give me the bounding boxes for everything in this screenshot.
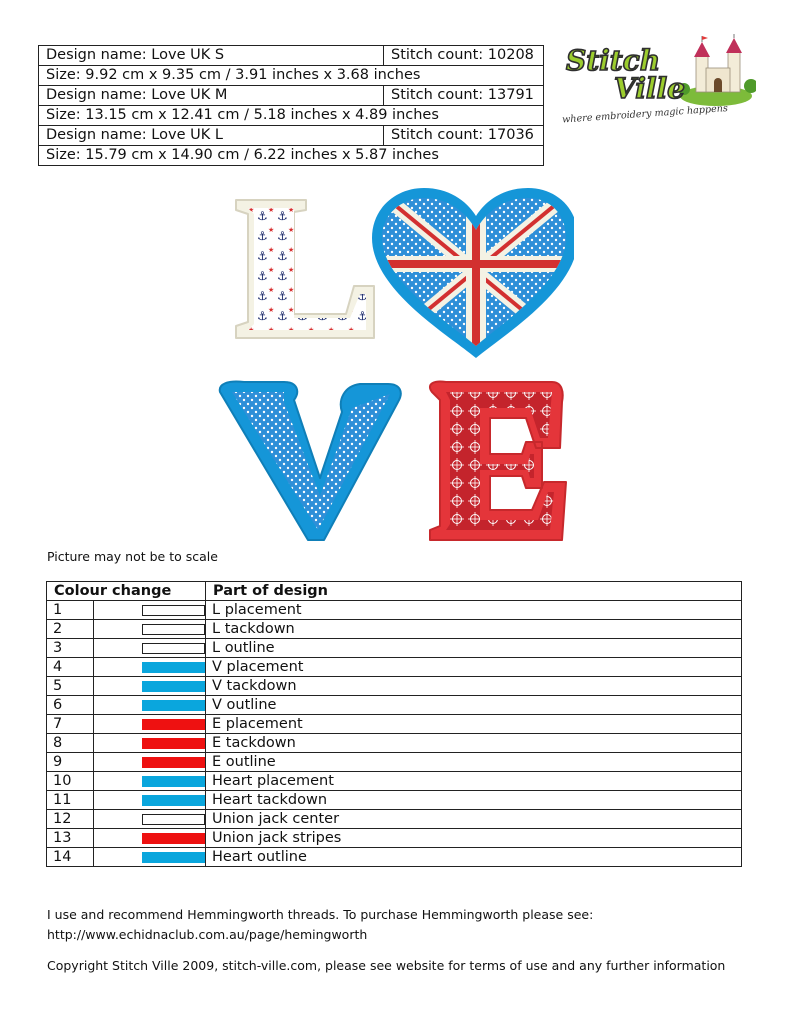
colour-number: 10 bbox=[47, 772, 94, 791]
letter-e-applique bbox=[430, 381, 566, 540]
size-l: Size: 15.79 cm x 14.90 cm / 6.22 inches x 5.87 inches bbox=[39, 146, 544, 166]
part-of-design: E tackdown bbox=[206, 734, 742, 753]
colour-swatch-cell bbox=[94, 620, 206, 639]
size-m: Size: 13.15 cm x 12.41 cm / 5.18 inches x 4.89 inches bbox=[39, 106, 544, 126]
colour-row bbox=[47, 791, 742, 810]
part-of-design: V outline bbox=[206, 696, 742, 715]
colour-swatch-cell bbox=[94, 601, 206, 620]
colour-row bbox=[47, 715, 742, 734]
colour-swatch-red bbox=[142, 719, 205, 730]
colour-swatch-cell bbox=[94, 848, 206, 867]
colour-swatch-cell bbox=[94, 791, 206, 810]
colour-number: 11 bbox=[47, 791, 94, 810]
colour-swatch-blue bbox=[142, 681, 205, 692]
colour-row bbox=[47, 810, 742, 829]
colour-row bbox=[47, 696, 742, 715]
colour-row bbox=[47, 677, 742, 696]
design-spec-table bbox=[38, 45, 544, 166]
colour-number: 6 bbox=[47, 696, 94, 715]
colour-swatch-blue bbox=[142, 795, 205, 806]
stitch-count-l: Stitch count: 17036 bbox=[384, 126, 544, 146]
colour-swatch-red bbox=[142, 833, 205, 844]
logo-word-ville: Ville bbox=[614, 72, 685, 105]
colour-table-header bbox=[47, 582, 742, 601]
part-of-design: Heart tackdown bbox=[206, 791, 742, 810]
part-of-design: Union jack stripes bbox=[206, 829, 742, 848]
colour-number: 3 bbox=[47, 639, 94, 658]
colour-number: 14 bbox=[47, 848, 94, 867]
colour-swatch-blue bbox=[142, 700, 205, 711]
part-of-design: E placement bbox=[206, 715, 742, 734]
heart-union-jack-applique bbox=[372, 186, 574, 358]
colour-number: 5 bbox=[47, 677, 94, 696]
part-of-design: L tackdown bbox=[206, 620, 742, 639]
spec-row-l-size bbox=[39, 146, 544, 166]
colour-number: 12 bbox=[47, 810, 94, 829]
part-of-design-header: Part of design bbox=[206, 582, 742, 601]
colour-swatch-red bbox=[142, 738, 205, 749]
colour-swatch-cell bbox=[94, 715, 206, 734]
scale-note: Picture may not be to scale bbox=[47, 549, 218, 564]
colour-swatch-cell bbox=[94, 810, 206, 829]
colour-swatch-cell bbox=[94, 696, 206, 715]
colour-swatch-blue bbox=[142, 662, 205, 673]
castle-icon bbox=[678, 34, 756, 106]
colour-row bbox=[47, 601, 742, 620]
colour-swatch-white bbox=[142, 814, 205, 825]
colour-number: 2 bbox=[47, 620, 94, 639]
design-name-s: Design name: Love UK S bbox=[39, 46, 384, 66]
size-s: Size: 9.92 cm x 9.35 cm / 3.91 inches x 3.68 inches bbox=[39, 66, 544, 86]
colour-swatch-blue bbox=[142, 776, 205, 787]
colour-swatch-cell bbox=[94, 658, 206, 677]
spec-row-l-name bbox=[39, 126, 544, 146]
logo-word-stitch: Stitch bbox=[566, 44, 661, 77]
colour-swatch-blue bbox=[142, 852, 205, 863]
colour-row bbox=[47, 639, 742, 658]
colour-change-header: Colour change bbox=[47, 582, 206, 601]
colour-swatch-red bbox=[142, 757, 205, 768]
stitch-count-m: Stitch count: 13791 bbox=[384, 86, 544, 106]
spec-row-s-size bbox=[39, 66, 544, 86]
colour-swatch-white bbox=[142, 624, 205, 635]
part-of-design: V tackdown bbox=[206, 677, 742, 696]
colour-change-table bbox=[46, 581, 742, 867]
colour-number: 4 bbox=[47, 658, 94, 677]
stitch-count-s: Stitch count: 10208 bbox=[384, 46, 544, 66]
colour-row bbox=[47, 829, 742, 848]
part-of-design: Heart placement bbox=[206, 772, 742, 791]
colour-swatch-white bbox=[142, 643, 205, 654]
part-of-design: Heart outline bbox=[206, 848, 742, 867]
colour-swatch-cell bbox=[94, 753, 206, 772]
part-of-design: V placement bbox=[206, 658, 742, 677]
colour-row bbox=[47, 658, 742, 677]
colour-number: 1 bbox=[47, 601, 94, 620]
design-name-m: Design name: Love UK M bbox=[39, 86, 384, 106]
threads-recommendation: I use and recommend Hemmingworth threads. To purchase Hemmingworth please see: bbox=[47, 907, 594, 922]
colour-row bbox=[47, 734, 742, 753]
colour-row bbox=[47, 753, 742, 772]
part-of-design: Union jack center bbox=[206, 810, 742, 829]
colour-swatch-white bbox=[142, 605, 205, 616]
colour-swatch-cell bbox=[94, 772, 206, 791]
colour-row bbox=[47, 620, 742, 639]
colour-row bbox=[47, 848, 742, 867]
colour-number: 7 bbox=[47, 715, 94, 734]
letter-l-applique bbox=[236, 200, 374, 338]
colour-number: 8 bbox=[47, 734, 94, 753]
threads-url[interactable]: http://www.echidnaclub.com.au/page/hemingworth bbox=[47, 927, 368, 942]
colour-swatch-cell bbox=[94, 677, 206, 696]
colour-row bbox=[47, 772, 742, 791]
love-design-image bbox=[214, 186, 574, 546]
part-of-design: E outline bbox=[206, 753, 742, 772]
design-name-l: Design name: Love UK L bbox=[39, 126, 384, 146]
part-of-design: L placement bbox=[206, 601, 742, 620]
colour-number: 13 bbox=[47, 829, 94, 848]
colour-number: 9 bbox=[47, 753, 94, 772]
colour-swatch-cell bbox=[94, 829, 206, 848]
spec-row-m-size bbox=[39, 106, 544, 126]
stitch-ville-logo bbox=[556, 34, 756, 134]
logo-tagline: where embroidery magic happens bbox=[561, 102, 729, 126]
colour-table-body bbox=[47, 601, 742, 867]
spec-row-s-name bbox=[39, 46, 544, 66]
copyright-notice: Copyright Stitch Ville 2009, stitch-ville.com, please see website for terms of use and any further information bbox=[47, 958, 726, 973]
colour-swatch-cell bbox=[94, 639, 206, 658]
part-of-design: L outline bbox=[206, 639, 742, 658]
colour-swatch-cell bbox=[94, 734, 206, 753]
spec-row-m-name bbox=[39, 86, 544, 106]
letter-v-applique bbox=[220, 381, 401, 540]
